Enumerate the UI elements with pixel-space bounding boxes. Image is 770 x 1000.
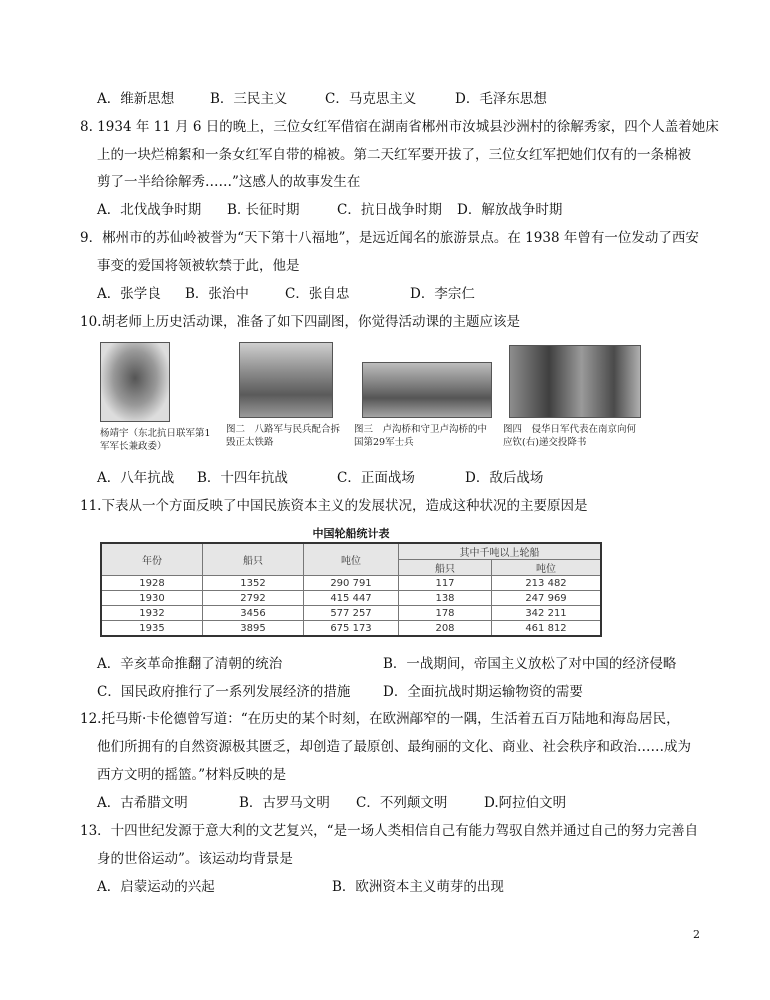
q12-option-b: B．古罗马文明	[239, 795, 330, 811]
q7-option-a: A．维新思想	[97, 91, 175, 107]
cell: 3895	[203, 621, 304, 637]
q10-caption-2: 图二 八路军与民兵配合拆毁正太铁路	[226, 424, 341, 448]
q12-line-2: 他们所拥有的自然资源极其匮乏，却创造了最原创、最绚丽的文化、商业、社会秩序和政治……成为	[97, 739, 691, 755]
q9-option-d: D．李宗仁	[410, 286, 475, 302]
q8-option-c: C．抗日战争时期	[337, 202, 442, 218]
header-group: 其中千吨以上轮船	[399, 543, 602, 560]
q10-option-b: B．十四年抗战	[197, 470, 288, 486]
cell: 178	[399, 606, 492, 621]
q12-line-3: 西方文明的摇篮。”材料反映的是	[97, 767, 287, 783]
q10-photo-4	[509, 345, 641, 418]
q10-caption-1: 杨靖宇（东北抗日联军第1军军长兼政委）	[100, 428, 211, 452]
q9-line-1: 9．郴州市的苏仙岭被誉为“天下第十八福地”，是远近闻名的旅游景点。在 1938 年曾有一位发动了西安	[80, 230, 699, 246]
q12-options	[97, 793, 566, 813]
table-row	[101, 591, 601, 606]
q11-line-1: 11.下表从一个方面反映了中国民族资本主义的发展状况，造成这种状况的主要原因是	[80, 498, 588, 514]
q8-option-d: D．解放战争时期	[457, 202, 563, 218]
cell: 138	[399, 591, 492, 606]
header-year: 年份	[101, 543, 203, 576]
ship-statistics-table	[100, 542, 602, 637]
q7-options	[97, 89, 547, 109]
table-row	[101, 606, 601, 621]
q11-option-c: C．国民政府推行了一系列发展经济的措施	[97, 684, 351, 700]
q13-line-2: 身的世俗运动”。该运动均背景是	[97, 851, 293, 867]
q8-line-2: 上的一块烂棉絮和一条女红军自带的棉被。第二天红军要开拔了，三位女红军把她们仅有的一条棉被	[97, 147, 691, 163]
cell: 1932	[101, 606, 203, 621]
q9-option-a: A．张学良	[97, 286, 161, 302]
q10-options	[97, 468, 543, 488]
q8-options	[97, 200, 562, 220]
cell: 1935	[101, 621, 203, 637]
table-row	[101, 621, 601, 637]
q8-line-1: 8. 1934 年 11 月 6 日的晚上，三位女红军借宿在湖南省郴州市汝城县沙洲村的徐解秀家，四个人盖着她床	[80, 119, 719, 135]
header-ships: 船只	[203, 543, 304, 576]
cell: 3456	[203, 606, 304, 621]
q10-photo-2	[239, 342, 333, 418]
q7-option-b: B．三民主义	[210, 91, 288, 107]
header-tonnage: 吨位	[304, 543, 399, 576]
table-title: 中国轮船统计表	[312, 527, 390, 540]
cell: 577 257	[304, 606, 399, 621]
q13-option-a: A．启蒙运动的兴起	[97, 879, 215, 895]
q10-photo-1	[100, 342, 170, 422]
q12-option-d: D.阿拉伯文明	[484, 795, 567, 811]
q12-line-1: 12.托马斯·卡伦德曾写道：“在历史的某个时刻，在欧洲鄗窄的一隅，生活着五百万陆地和海岛居民，	[80, 711, 680, 727]
q11-option-b: B．一战期间，帝国主义放松了对中国的经济侵略	[383, 656, 677, 672]
q10-line-1: 10.胡老师上历史活动课，准备了如下四副图，你觉得活动课的主题应该是	[80, 314, 520, 330]
cell: 1928	[101, 576, 203, 591]
cell: 117	[399, 576, 492, 591]
cell: 208	[399, 621, 492, 637]
q9-option-c: C．张自忠	[285, 286, 350, 302]
header-sub-tonnage: 吨位	[492, 560, 602, 576]
q13-line-1: 13．十四世纪发源于意大利的文艺复兴，“是一场人类相信自己有能力驾驭自然并通过自己的努力完善自	[80, 823, 699, 839]
q9-option-b: B．张治中	[185, 286, 249, 302]
page-number: 2	[693, 928, 700, 941]
q8-line-3: 剪了一半给徐解秀……”这感人的故事发生在	[97, 174, 361, 190]
q13-option-b: B．欧洲资本主义萌芽的出现	[332, 879, 504, 895]
q8-option-a: A．北伐战争时期	[97, 202, 202, 218]
cell: 461 812	[492, 621, 602, 637]
q11-option-d: D．全面抗战时期运输物资的需要	[383, 684, 583, 700]
q9-options	[97, 284, 475, 304]
q10-option-c: C．正面战场	[337, 470, 415, 486]
q11-option-a: A．辛亥革命推翻了清朝的统治	[97, 656, 283, 672]
cell: 213 482	[492, 576, 602, 591]
table-row	[101, 576, 601, 591]
q7-option-c: C．马克思主义	[325, 91, 417, 107]
q10-option-d: D．敌后战场	[465, 470, 544, 486]
q8-option-b: B. 长征时期	[227, 202, 300, 218]
q9-line-2: 事变的爱国将领被软禁于此，他是	[97, 258, 300, 274]
cell: 1930	[101, 591, 203, 606]
cell: 415 447	[304, 591, 399, 606]
q10-caption-3: 图三 卢沟桥和守卫卢沟桥的中国第29军士兵	[354, 424, 488, 448]
q10-caption-4: 图四 侵华日军代表在南京向何应钦(右)递交投降书	[503, 424, 637, 448]
cell: 675 173	[304, 621, 399, 637]
cell: 342 211	[492, 606, 602, 621]
q7-option-d: D．毛泽东思想	[455, 91, 547, 107]
q10-option-a: A．八年抗战	[97, 470, 175, 486]
cell: 2792	[203, 591, 304, 606]
q12-option-c: C．不列颠文明	[356, 795, 448, 811]
q10-photo-3	[362, 362, 492, 418]
header-sub-ships: 船只	[399, 560, 492, 576]
cell: 1352	[203, 576, 304, 591]
cell: 247 969	[492, 591, 602, 606]
cell: 290 791	[304, 576, 399, 591]
q12-option-a: A．古希腊文明	[97, 795, 188, 811]
